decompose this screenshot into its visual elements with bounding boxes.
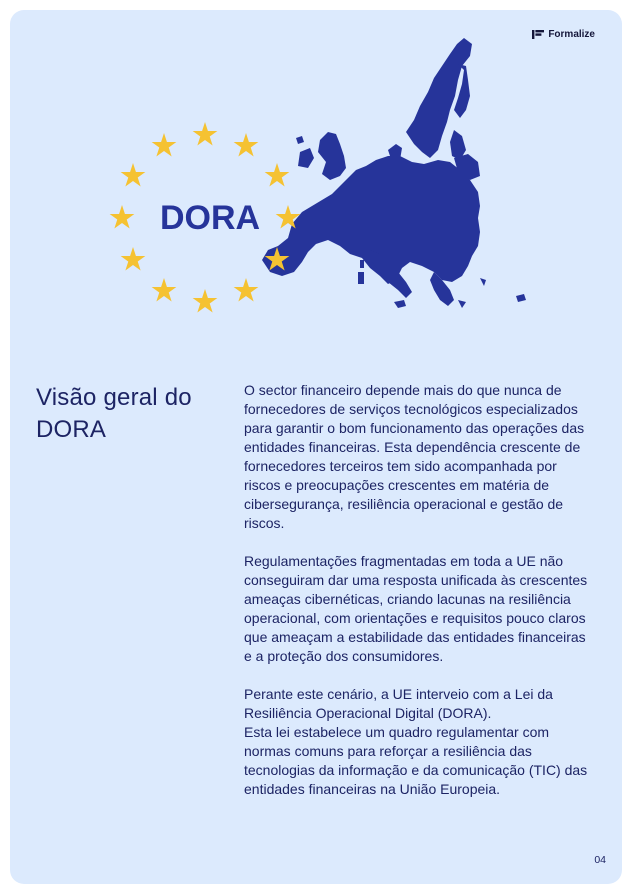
page-title: Visão geral do DORA [36,384,192,443]
europe-map-icon [262,38,526,308]
paragraph-1 [244,381,596,533]
paragraph-1-text: O sector financeiro depende mais do que nunca de fornecedores de serviços tecnológicos especializados para garantir o bom funcionamento das operações das entidades financeiras. Esta dependência crescente de fornecedores terceiros tem sido acompanhada por riscos e preocupações crescentes em matéria de cibersegurança, resiliência operacional e gestão de riscos. [244,382,585,531]
paragraph-3 [244,685,596,799]
brand-name: Formalize [548,29,595,40]
paragraph-3-text: Perante este cenário, a UE interveio com a Lei da Resiliência Operacional Digital (DORA). [244,686,553,721]
star-icon [234,133,259,157]
body-text [244,381,596,818]
document-page [10,10,622,884]
star-icon [121,163,146,187]
star-icon [152,278,177,302]
dora-hero-label: DORA [159,198,261,237]
paragraph-2 [244,552,596,666]
star-icon [110,205,135,229]
page-number: 04 [594,854,606,866]
star-icon [193,289,218,313]
star-icon [234,278,259,302]
star-icon [152,133,177,157]
paragraph-3b-text: Esta lei estabelece um quadro regulamentar com normas comuns para reforçar a resiliência das tecnologias da informação e da comunicação (TIC) das entidades financeiras na União Europeia. [244,724,588,797]
paragraph-2-text: Regulamentações fragmentadas em toda a UE não conseguiram dar uma resposta unificada às crescentes ameaças cibernéticas, criando lacunas na resiliência operacional, com orientações e requisitos pouco claros que ameaçam a estabilidade das entidades financeiras e a proteção dos consumidores. [244,553,588,664]
eu-map-illustration [10,10,622,330]
star-icon [265,163,290,187]
star-icon [193,122,218,146]
star-icon [121,247,146,271]
